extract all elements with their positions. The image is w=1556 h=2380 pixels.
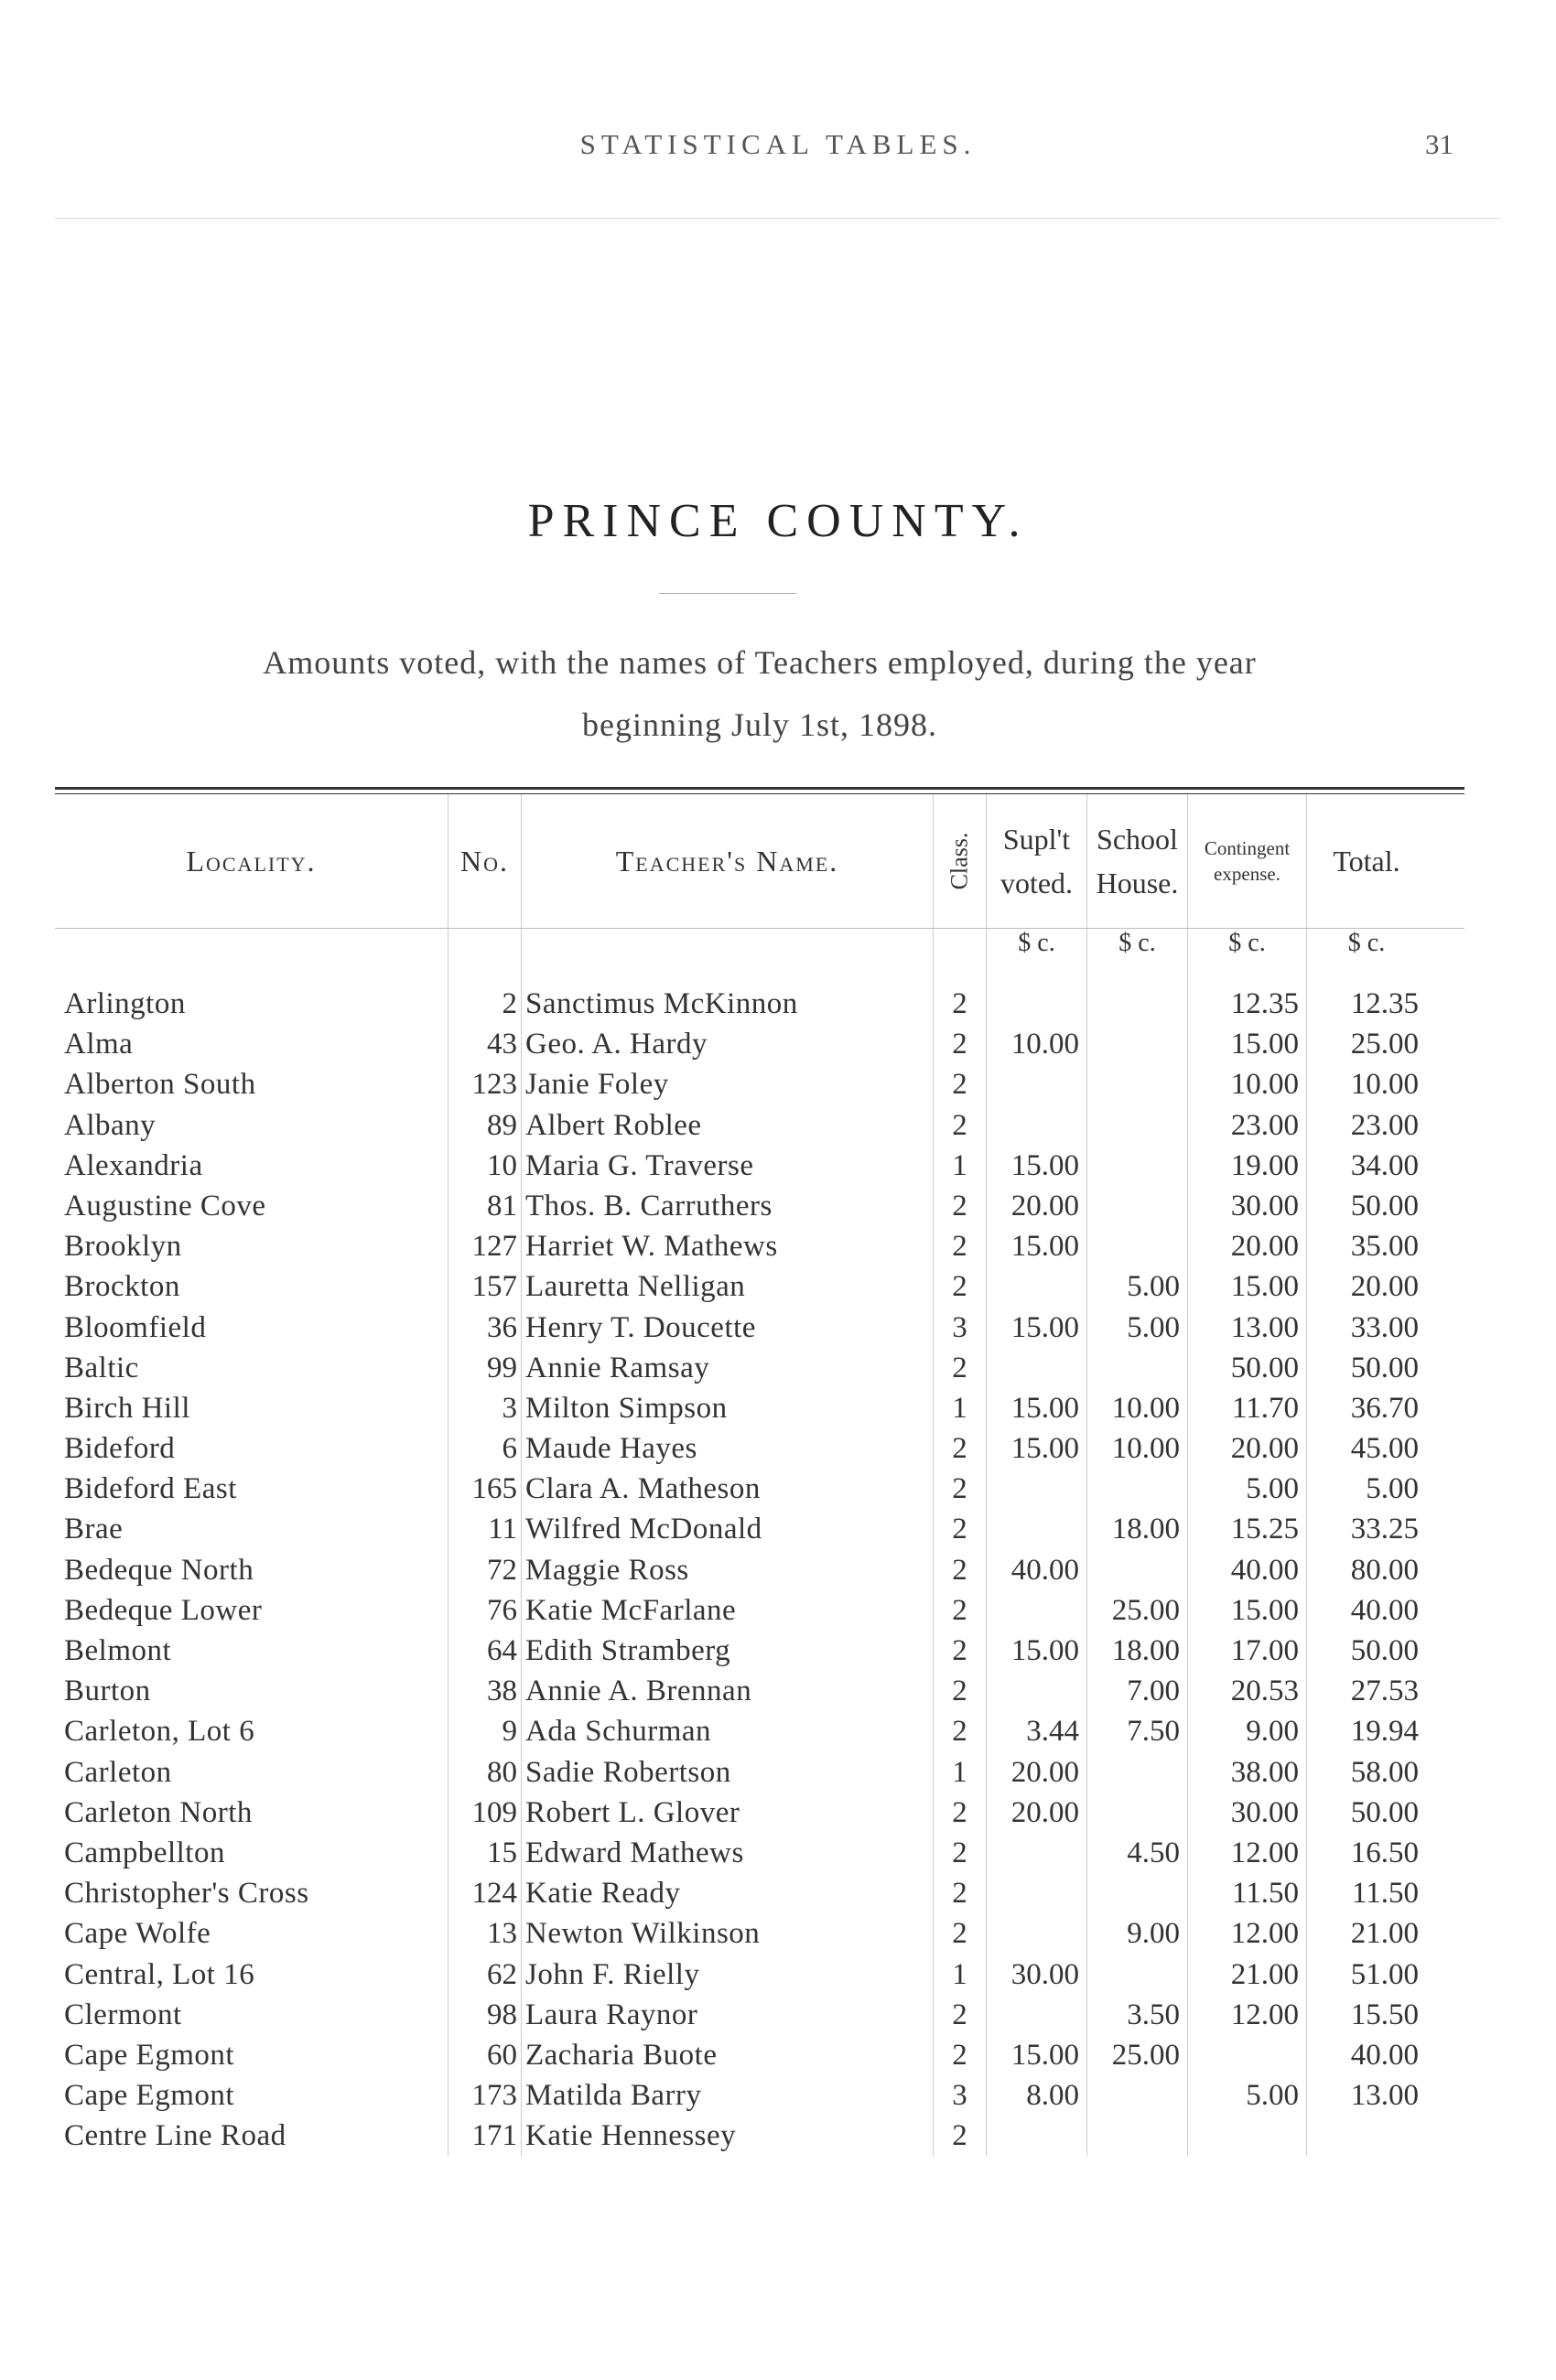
cell-teacher: Laura Raynor <box>522 1995 934 2035</box>
header-class-label: Class. <box>945 832 973 890</box>
cell-class: 2 <box>934 2035 987 2075</box>
cell-locality: Carleton <box>55 1752 448 1793</box>
cell-locality: Alexandria <box>55 1146 448 1186</box>
cell-supplement: 30.00 <box>987 1955 1087 1995</box>
cell-locality: Bideford <box>55 1428 448 1469</box>
cell-number: 36 <box>448 1308 522 1348</box>
cell-supplement: 15.00 <box>987 1308 1087 1348</box>
cell-class: 2 <box>934 1671 987 1711</box>
cell-teacher: Matilda Barry <box>522 2075 934 2116</box>
cell-number: 89 <box>448 1105 522 1146</box>
cell-class: 2 <box>934 1024 987 1064</box>
cell-locality: Baltic <box>55 1348 448 1388</box>
unit-contingent: $ c. <box>1188 929 1307 984</box>
cell-contingent: 21.00 <box>1188 1955 1307 1995</box>
cell-teacher: Thos. B. Carruthers <box>522 1186 934 1226</box>
cell-locality: Burton <box>55 1671 448 1711</box>
header-rule <box>55 218 1501 219</box>
table-top-rule <box>55 787 1464 794</box>
cell-contingent: 15.00 <box>1188 1590 1307 1631</box>
cell-school-house <box>1087 1024 1188 1064</box>
cell-teacher: Katie Ready <box>522 1873 934 1913</box>
header-total: Total. <box>1333 845 1400 878</box>
cell-total: 10.00 <box>1350 1068 1419 1102</box>
table-row <box>55 1064 1464 1104</box>
cell-contingent: 15.00 <box>1188 1266 1307 1307</box>
cell-class: 2 <box>934 1631 987 1671</box>
cell-teacher: Edward Mathews <box>522 1833 934 1873</box>
cell-supplement: 15.00 <box>987 1428 1087 1469</box>
cell-supplement <box>987 1995 1087 2035</box>
cell-number: 64 <box>448 1631 522 1671</box>
table-row <box>55 1146 1464 1186</box>
table-header <box>55 794 1464 929</box>
cell-contingent: 13.00 <box>1188 1308 1307 1348</box>
cell-school-house: 5.00 <box>1087 1308 1188 1348</box>
cell-supplement <box>987 1266 1087 1307</box>
cell-supplement: 15.00 <box>987 2035 1087 2075</box>
cell-total: 13.00 <box>1350 2079 1419 2113</box>
table-row <box>55 1024 1464 1064</box>
cell-total: 25.00 <box>1350 1028 1419 1061</box>
cell-supplement: 8.00 <box>987 2075 1087 2116</box>
cell-class: 2 <box>934 1550 987 1590</box>
cell-total: 20.00 <box>1350 1270 1419 1304</box>
cell-number: 157 <box>448 1266 522 1307</box>
cell-school-house <box>1087 1752 1188 1793</box>
cell-number: 124 <box>448 1873 522 1913</box>
header-contingent-line2: expense. <box>1214 863 1280 885</box>
units-row <box>55 929 1464 984</box>
cell-contingent: 5.00 <box>1188 2075 1307 2116</box>
cell-contingent: 19.00 <box>1188 1146 1307 1186</box>
header-contingent-line1: Contingent <box>1204 837 1291 859</box>
cell-school-house <box>1087 1955 1188 1995</box>
cell-locality: Cape Egmont <box>55 2035 448 2075</box>
cell-total: 12.35 <box>1350 987 1419 1020</box>
cell-total: 34.00 <box>1350 1148 1419 1182</box>
header-contingent <box>1188 794 1307 928</box>
cell-school-house: 9.00 <box>1087 1913 1188 1954</box>
cell-contingent: 5.00 <box>1188 1469 1307 1509</box>
cell-class: 2 <box>934 1428 987 1469</box>
cell-contingent: 40.00 <box>1188 1550 1307 1590</box>
cell-supplement <box>987 1671 1087 1711</box>
cell-class: 1 <box>934 1146 987 1186</box>
table-row <box>55 1509 1464 1549</box>
cell-supplement: 20.00 <box>987 1752 1087 1793</box>
cell-class: 2 <box>934 1186 987 1226</box>
table-row <box>55 1955 1464 1995</box>
cell-class: 2 <box>934 1833 987 1873</box>
table-row <box>55 1550 1464 1590</box>
cell-teacher: Maude Hayes <box>522 1428 934 1469</box>
cell-school-house <box>1087 1186 1188 1226</box>
cell-supplement: 10.00 <box>987 1024 1087 1064</box>
table-row <box>55 2035 1464 2075</box>
cell-supplement <box>987 1509 1087 1549</box>
cell-school-house: 5.00 <box>1087 1266 1188 1307</box>
table-row <box>55 1388 1464 1428</box>
cell-supplement <box>987 2116 1087 2156</box>
cell-class: 2 <box>934 984 987 1024</box>
cell-school-house <box>1087 1550 1188 1590</box>
units-blank-1 <box>55 929 448 984</box>
table-row <box>55 1711 1464 1751</box>
table-row <box>55 1308 1464 1348</box>
cell-teacher: Henry T. Doucette <box>522 1308 934 1348</box>
cell-school-house: 10.00 <box>1087 1428 1188 1469</box>
cell-total: 50.00 <box>1350 1189 1419 1222</box>
amounts-table <box>55 787 1464 2156</box>
cell-school-house: 18.00 <box>1087 1509 1188 1549</box>
cell-school-house <box>1087 1146 1188 1186</box>
cell-supplement: 40.00 <box>987 1550 1087 1590</box>
header-school-line2: House. <box>1096 867 1179 899</box>
unit-supplement: $ c. <box>987 929 1087 984</box>
table-row <box>55 2075 1464 2116</box>
table-row <box>55 1873 1464 1913</box>
county-title: PRINCE COUNTY. <box>527 495 1029 547</box>
cell-number: 13 <box>448 1913 522 1954</box>
cell-number: 99 <box>448 1348 522 1388</box>
cell-class: 2 <box>934 1590 987 1631</box>
table-row <box>55 1995 1464 2035</box>
cell-class: 1 <box>934 1388 987 1428</box>
cell-supplement: 15.00 <box>987 1226 1087 1266</box>
cell-supplement <box>987 1348 1087 1388</box>
cell-school-house <box>1087 1873 1188 1913</box>
cell-supplement <box>987 1913 1087 1954</box>
cell-total: 33.00 <box>1350 1310 1419 1344</box>
table-row <box>55 1913 1464 1954</box>
table-row <box>55 1226 1464 1266</box>
table-row <box>55 1428 1464 1469</box>
cell-number: 171 <box>448 2116 522 2156</box>
cell-number: 15 <box>448 1833 522 1873</box>
header-locality: Locality. <box>55 794 448 928</box>
cell-locality: Cape Wolfe <box>55 1913 448 1954</box>
cell-number: 62 <box>448 1955 522 1995</box>
cell-supplement <box>987 1873 1087 1913</box>
table-row <box>55 1266 1464 1307</box>
units-blank-3 <box>522 929 934 984</box>
cell-locality: Cape Egmont <box>55 2075 448 2116</box>
cell-school-house <box>1087 1348 1188 1388</box>
cell-teacher: Sadie Robertson <box>522 1752 934 1793</box>
table-row <box>55 1631 1464 1671</box>
header-class <box>934 794 987 928</box>
cell-contingent: 38.00 <box>1188 1752 1307 1793</box>
table-body <box>55 984 1464 2156</box>
cell-number: 173 <box>448 2075 522 2116</box>
cell-school-house: 25.00 <box>1087 2035 1188 2075</box>
cell-number: 98 <box>448 1995 522 2035</box>
cell-contingent: 15.00 <box>1188 1024 1307 1064</box>
cell-supplement: 20.00 <box>987 1793 1087 1833</box>
cell-number: 2 <box>448 984 522 1024</box>
cell-teacher: Clara A. Matheson <box>522 1469 934 1509</box>
cell-total: 58.00 <box>1350 1755 1419 1789</box>
cell-locality: Carleton, Lot 6 <box>55 1711 448 1751</box>
title-rule <box>659 593 796 594</box>
cell-school-house <box>1087 1793 1188 1833</box>
cell-school-house: 18.00 <box>1087 1631 1188 1671</box>
cell-supplement: 20.00 <box>987 1186 1087 1226</box>
cell-total: 40.00 <box>1350 2038 1419 2072</box>
cell-locality: Albany <box>55 1105 448 1146</box>
cell-class: 2 <box>934 2116 987 2156</box>
cell-school-house <box>1087 1226 1188 1266</box>
cell-locality: Christopher's Cross <box>55 1873 448 1913</box>
cell-total: 35.00 <box>1350 1230 1419 1264</box>
table-row <box>55 984 1464 1024</box>
cell-class: 2 <box>934 1348 987 1388</box>
cell-number: 6 <box>448 1428 522 1469</box>
cell-number: 109 <box>448 1793 522 1833</box>
cell-school-house: 25.00 <box>1087 1590 1188 1631</box>
table-row <box>55 1793 1464 1833</box>
cell-contingent: 20.53 <box>1188 1671 1307 1711</box>
cell-locality: Brockton <box>55 1266 448 1307</box>
cell-total: 16.50 <box>1350 1836 1419 1869</box>
cell-locality: Carleton North <box>55 1793 448 1833</box>
table-row <box>55 1590 1464 1631</box>
cell-total: 27.53 <box>1350 1675 1419 1708</box>
page-number: 31 <box>1425 128 1453 160</box>
cell-total: 11.50 <box>1351 1877 1419 1911</box>
table-row <box>55 1105 1464 1146</box>
cell-locality: Centre Line Road <box>55 2116 448 2156</box>
cell-contingent: 15.25 <box>1188 1509 1307 1549</box>
cell-locality: Central, Lot 16 <box>55 1955 448 1995</box>
table-row <box>55 1348 1464 1388</box>
cell-supplement <box>987 1833 1087 1873</box>
cell-supplement: 15.00 <box>987 1146 1087 1186</box>
cell-teacher: Annie Ramsay <box>522 1348 934 1388</box>
cell-contingent: 50.00 <box>1188 1348 1307 1388</box>
cell-class: 2 <box>934 1995 987 2035</box>
cell-contingent: 23.00 <box>1188 1105 1307 1146</box>
cell-number: 80 <box>448 1752 522 1793</box>
cell-teacher: Katie Hennessey <box>522 2116 934 2156</box>
unit-school-house: $ c. <box>1087 929 1188 984</box>
cell-total: 50.00 <box>1350 1351 1419 1384</box>
cell-number: 11 <box>448 1509 522 1549</box>
cell-school-house <box>1087 1105 1188 1146</box>
cell-teacher: Ada Schurman <box>522 1711 934 1751</box>
cell-class: 2 <box>934 1509 987 1549</box>
cell-number: 76 <box>448 1590 522 1631</box>
cell-teacher: Edith Stramberg <box>522 1631 934 1671</box>
cell-number: 72 <box>448 1550 522 1590</box>
subtitle-line-1: Amounts voted, with the names of Teachers employed, during the year <box>263 644 1257 681</box>
cell-locality: Brooklyn <box>55 1226 448 1266</box>
cell-contingent: 9.00 <box>1188 1711 1307 1751</box>
cell-class: 1 <box>934 1752 987 1793</box>
cell-contingent: 12.00 <box>1188 1833 1307 1873</box>
cell-supplement: 15.00 <box>987 1388 1087 1428</box>
cell-school-house: 7.00 <box>1087 1671 1188 1711</box>
cell-school-house <box>1087 1064 1188 1104</box>
cell-class: 2 <box>934 1469 987 1509</box>
cell-number: 127 <box>448 1226 522 1266</box>
cell-school-house: 10.00 <box>1087 1388 1188 1428</box>
cell-school-house <box>1087 2116 1188 2156</box>
cell-locality: Bedeque Lower <box>55 1590 448 1631</box>
cell-teacher: Maggie Ross <box>522 1550 934 1590</box>
cell-class: 2 <box>934 1913 987 1954</box>
cell-total: 23.00 <box>1350 1108 1419 1142</box>
cell-total: 51.00 <box>1350 1957 1419 1991</box>
header-supplement <box>987 794 1087 928</box>
cell-contingent <box>1188 2035 1307 2075</box>
header-supplement-line2: voted. <box>1000 867 1074 899</box>
cell-teacher: Newton Wilkinson <box>522 1913 934 1954</box>
table-row <box>55 1469 1464 1509</box>
cell-locality: Bedeque North <box>55 1550 448 1590</box>
cell-contingent: 17.00 <box>1188 1631 1307 1671</box>
cell-number: 9 <box>448 1711 522 1751</box>
cell-teacher: Albert Roblee <box>522 1105 934 1146</box>
cell-total: 33.25 <box>1350 1513 1419 1546</box>
cell-school-house: 4.50 <box>1087 1833 1188 1873</box>
cell-teacher: Maria G. Traverse <box>522 1146 934 1186</box>
table-row <box>55 1671 1464 1711</box>
cell-supplement <box>987 1105 1087 1146</box>
cell-locality: Alberton South <box>55 1064 448 1104</box>
cell-teacher: Zacharia Buote <box>522 2035 934 2075</box>
cell-number: 3 <box>448 1388 522 1428</box>
table-row <box>55 1186 1464 1226</box>
table-row <box>55 1833 1464 1873</box>
cell-locality: Arlington <box>55 984 448 1024</box>
cell-class: 2 <box>934 1064 987 1104</box>
cell-locality: Belmont <box>55 1631 448 1671</box>
cell-contingent: 30.00 <box>1188 1793 1307 1833</box>
cell-total <box>1307 2116 1426 2156</box>
subtitle-line-2: beginning July 1st, 1898. <box>581 706 937 743</box>
cell-school-house <box>1087 2075 1188 2116</box>
cell-class: 2 <box>934 1711 987 1751</box>
cell-supplement: 15.00 <box>987 1631 1087 1671</box>
cell-teacher: Janie Foley <box>522 1064 934 1104</box>
cell-contingent <box>1188 2116 1307 2156</box>
cell-teacher: Lauretta Nelligan <box>522 1266 934 1307</box>
cell-teacher: Katie McFarlane <box>522 1590 934 1631</box>
cell-contingent: 10.00 <box>1188 1064 1307 1104</box>
cell-supplement <box>987 1064 1087 1104</box>
cell-school-house <box>1087 984 1188 1024</box>
cell-total: 50.00 <box>1350 1795 1419 1829</box>
cell-teacher: John F. Rielly <box>522 1955 934 1995</box>
cell-school-house <box>1087 1469 1188 1509</box>
units-blank-4 <box>934 929 987 984</box>
cell-locality: Brae <box>55 1509 448 1549</box>
cell-supplement <box>987 1590 1087 1631</box>
cell-school-house: 7.50 <box>1087 1711 1188 1751</box>
running-head <box>0 128 1556 165</box>
cell-contingent: 11.50 <box>1188 1873 1307 1913</box>
cell-teacher: Geo. A. Hardy <box>522 1024 934 1064</box>
header-teacher: Teacher's Name. <box>522 794 934 928</box>
cell-total: 80.00 <box>1350 1553 1419 1587</box>
header-school-house <box>1087 794 1188 928</box>
cell-contingent: 20.00 <box>1188 1226 1307 1266</box>
cell-class: 3 <box>934 1308 987 1348</box>
cell-supplement <box>987 1469 1087 1509</box>
running-title: STATISTICAL TABLES. <box>579 128 977 160</box>
cell-total: 50.00 <box>1350 1634 1419 1667</box>
cell-total: 5.00 <box>1366 1472 1419 1506</box>
cell-locality: Bideford East <box>55 1469 448 1509</box>
cell-teacher: Robert L. Glover <box>522 1793 934 1833</box>
cell-locality: Augustine Cove <box>55 1186 448 1226</box>
cell-class: 3 <box>934 2075 987 2116</box>
cell-class: 1 <box>934 1955 987 1995</box>
cell-class: 2 <box>934 1226 987 1266</box>
cell-number: 60 <box>448 2035 522 2075</box>
cell-number: 10 <box>448 1146 522 1186</box>
cell-contingent: 11.70 <box>1188 1388 1307 1428</box>
cell-supplement: 3.44 <box>987 1711 1087 1751</box>
cell-locality: Clermont <box>55 1995 448 2035</box>
cell-contingent: 20.00 <box>1188 1428 1307 1469</box>
cell-teacher: Annie A. Brennan <box>522 1671 934 1711</box>
cell-contingent: 30.00 <box>1188 1186 1307 1226</box>
cell-teacher: Wilfred McDonald <box>522 1509 934 1549</box>
cell-teacher: Harriet W. Mathews <box>522 1226 934 1266</box>
cell-number: 38 <box>448 1671 522 1711</box>
cell-class: 2 <box>934 1105 987 1146</box>
cell-total: 21.00 <box>1350 1917 1419 1951</box>
cell-class: 2 <box>934 1793 987 1833</box>
cell-number: 81 <box>448 1186 522 1226</box>
cell-number: 43 <box>448 1024 522 1064</box>
cell-locality: Birch Hill <box>55 1388 448 1428</box>
cell-locality: Campbellton <box>55 1833 448 1873</box>
cell-total: 15.50 <box>1350 1998 1419 2031</box>
cell-contingent: 12.35 <box>1188 984 1307 1024</box>
cell-contingent: 12.00 <box>1188 1913 1307 1954</box>
cell-number: 123 <box>448 1064 522 1104</box>
cell-contingent: 12.00 <box>1188 1995 1307 2035</box>
cell-total: 40.00 <box>1350 1593 1419 1627</box>
table-row <box>55 1752 1464 1793</box>
header-school-line1: School <box>1097 823 1178 856</box>
subtitle <box>55 631 1464 756</box>
units-blank-2 <box>448 929 522 984</box>
cell-class: 2 <box>934 1873 987 1913</box>
cell-teacher: Milton Simpson <box>522 1388 934 1428</box>
cell-locality: Alma <box>55 1024 448 1064</box>
cell-total: 45.00 <box>1350 1432 1419 1466</box>
cell-supplement <box>987 984 1087 1024</box>
cell-school-house: 3.50 <box>1087 1995 1188 2035</box>
cell-class: 2 <box>934 1266 987 1307</box>
cell-locality: Bloomfield <box>55 1308 448 1348</box>
cell-total: 19.94 <box>1350 1715 1419 1749</box>
header-no: No. <box>448 794 522 928</box>
header-supplement-line1: Supl't <box>1002 823 1071 856</box>
cell-teacher: Sanctimus McKinnon <box>522 984 934 1024</box>
cell-number: 165 <box>448 1469 522 1509</box>
unit-total: $ c. <box>1347 929 1386 957</box>
cell-total: 36.70 <box>1350 1391 1419 1425</box>
table-row <box>55 2116 1464 2156</box>
